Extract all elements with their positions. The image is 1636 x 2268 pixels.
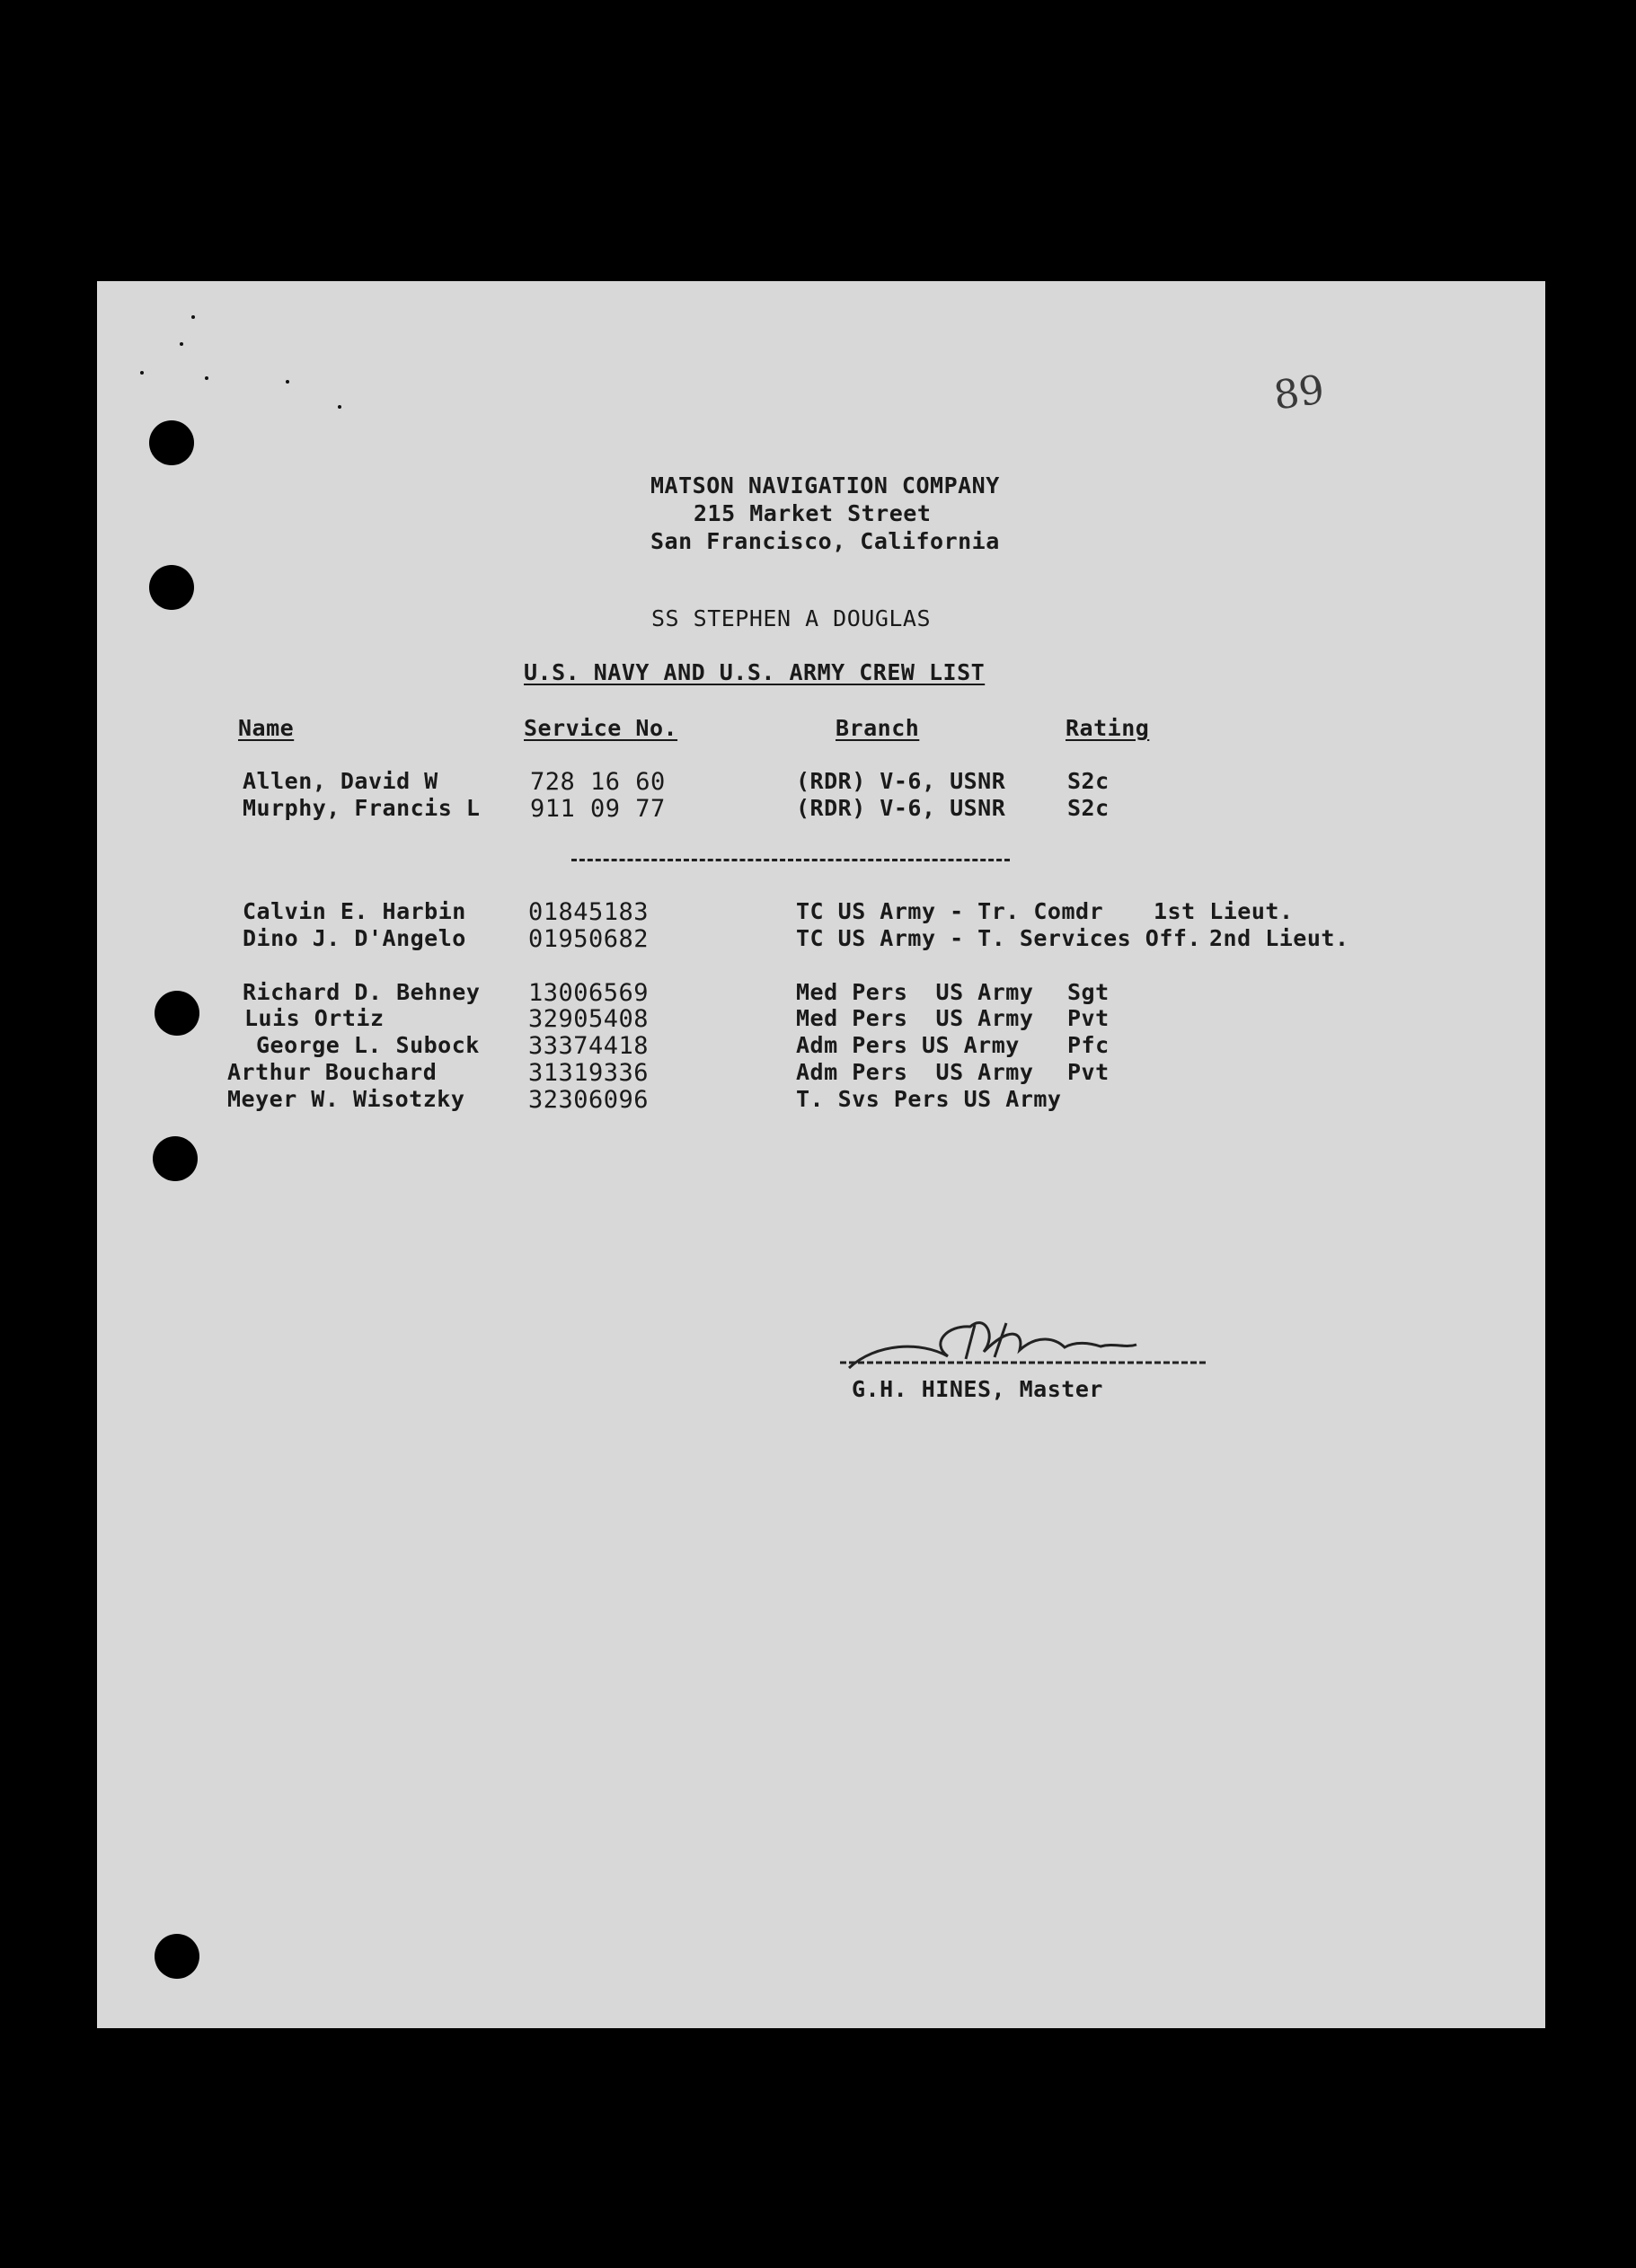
speck: [140, 371, 144, 375]
crew-name: Murphy, Francis L: [243, 795, 481, 821]
crew-service-no: 31319336: [528, 1059, 650, 1087]
column-header-rating: Rating: [1066, 715, 1150, 741]
speck: [205, 376, 208, 380]
crew-rating: S2c: [1067, 768, 1110, 794]
crew-name: Dino J. D'Angelo: [243, 925, 466, 951]
column-header-name: Name: [238, 715, 295, 741]
column-header-branch: Branch: [836, 715, 920, 741]
company-city: San Francisco, California: [650, 528, 1000, 554]
crew-service-no: 32905408: [528, 1005, 650, 1033]
crew-rating: 1st Lieut.: [1154, 898, 1294, 924]
crew-rating: S2c: [1067, 795, 1110, 821]
crew-service-no: 32306096: [528, 1086, 650, 1114]
crew-name: Richard D. Behney: [243, 979, 481, 1005]
crew-service-no: 911 09 77: [530, 795, 666, 823]
punch-hole: [153, 1136, 198, 1181]
crew-rating: Sgt: [1067, 979, 1110, 1005]
page-number: 89: [1270, 366, 1328, 419]
crew-branch: Adm Pers US Army: [796, 1032, 1020, 1058]
crew-name: George L. Subock: [256, 1032, 480, 1058]
handwritten-signature: [840, 1307, 1217, 1379]
speck: [191, 315, 195, 319]
crew-branch: Med Pers US Army: [796, 1005, 1034, 1031]
crew-rating: Pvt: [1067, 1059, 1110, 1085]
punch-hole: [149, 565, 194, 610]
crew-service-no: 33374418: [528, 1032, 650, 1060]
section-divider: [571, 859, 1010, 861]
crew-rating: 2nd Lieut.: [1209, 925, 1349, 951]
crew-branch: (RDR) V-6, USNR: [796, 795, 1006, 821]
speck: [286, 380, 289, 384]
crew-branch: Adm Pers US Army: [796, 1059, 1034, 1085]
crew-name: Luis Ortiz: [244, 1005, 385, 1031]
company-name: MATSON NAVIGATION COMPANY: [650, 472, 1000, 499]
speck: [338, 405, 341, 409]
vessel-name: SS STEPHEN A DOUGLAS: [651, 605, 932, 631]
crew-branch: T. Svs Pers US Army: [796, 1086, 1062, 1112]
crew-service-no: 728 16 60: [530, 768, 666, 796]
punch-hole: [155, 1934, 199, 1979]
crew-name: Allen, David W: [243, 768, 438, 794]
crew-name: Meyer W. Wisotzky: [227, 1086, 465, 1112]
company-street: 215 Market Street: [694, 500, 932, 526]
crew-name: Arthur Bouchard: [227, 1059, 438, 1085]
crew-service-no: 01845183: [528, 898, 650, 926]
signer-name: G.H. HINES, Master: [852, 1376, 1103, 1402]
crew-branch: (RDR) V-6, USNR: [796, 768, 1006, 794]
punch-hole: [155, 991, 199, 1036]
speck: [180, 342, 183, 346]
crew-branch: TC US Army - T. Services Off.: [796, 925, 1201, 951]
crew-service-no: 01950682: [528, 925, 650, 953]
punch-hole: [149, 420, 194, 465]
crew-name: Calvin E. Harbin: [243, 898, 466, 924]
crew-branch: TC US Army - Tr. Comdr: [796, 898, 1104, 924]
column-header-service-no: Service No.: [524, 715, 678, 741]
crew-rating: Pfc: [1067, 1032, 1110, 1058]
list-title: U.S. NAVY AND U.S. ARMY CREW LIST: [524, 659, 986, 685]
crew-rating: Pvt: [1067, 1005, 1110, 1031]
crew-branch: Med Pers US Army: [796, 979, 1034, 1005]
crew-service-no: 13006569: [528, 979, 650, 1007]
